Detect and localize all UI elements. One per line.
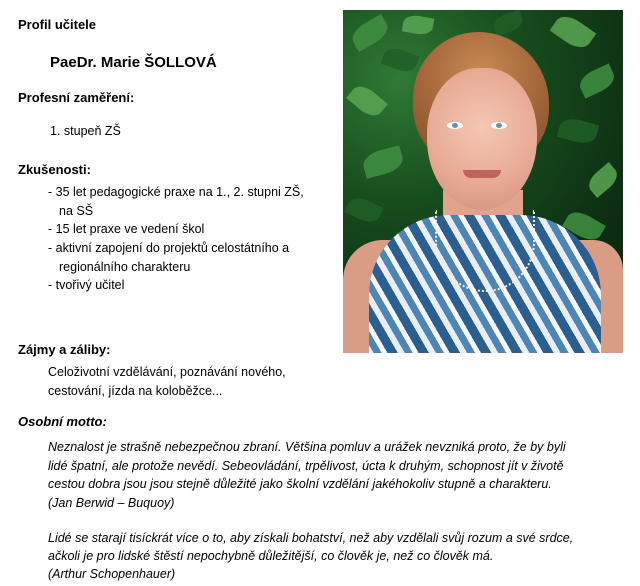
motto-heading: Osobní motto:: [18, 414, 107, 429]
interests-line: Celoživotní vzdělávání, poznávání nového,: [48, 365, 286, 379]
experience-item: - 35 let pedagogické praxe na 1., 2. stupni ZŠ,: [48, 185, 304, 199]
motto-author: (Jan Berwid – Buquoy): [48, 496, 175, 510]
focus-heading: Profesní zaměření:: [18, 90, 135, 105]
experience-item: - tvořivý učitel: [48, 278, 125, 292]
interests-heading: Zájmy a záliby:: [18, 342, 111, 357]
focus-item: 1. stupeň ZŠ: [50, 124, 121, 138]
motto-quote-line: Neznalost je strašně nebezpečnou zbraní. Většina pomluv a urážek nevzniká proto, že by byli: [48, 440, 566, 454]
interests-line: cestování, jízda na koloběžce...: [48, 384, 223, 398]
motto-quote-line: lidé špatní, ale protože nevědí. Sebeovládání, trpělivost, úcta k druhým, schopnost jít v životě: [48, 459, 564, 473]
profile-heading: Profil učitele: [18, 17, 97, 32]
motto-author: (Arthur Schopenhauer): [48, 567, 176, 581]
experience-item: na SŠ: [59, 204, 94, 218]
motto-quote-line: ačkoli je pro lidské štěstí nepochybně důležitější, co člověk je, než co člověk má.: [48, 549, 494, 563]
motto-quote-line: cestou dobra jsou jsou stejně důležité jako školní vzdělání jakéhokoliv stupně a charakteru.: [48, 477, 552, 491]
experience-heading: Zkušenosti:: [18, 162, 91, 177]
experience-item: - 15 let praxe ve vedení škol: [48, 222, 205, 236]
experience-item: - aktivní zapojení do projektů celostátního a: [48, 241, 290, 255]
experience-item: regionálního charakteru: [59, 260, 191, 274]
motto-quote-line: Lidé se starají tisíckrát více o to, aby získali bohatství, než aby vzdělali svůj rozum a své srdce,: [48, 531, 574, 545]
portrait-photo: [343, 10, 623, 353]
teacher-name: PaeDr. Marie ŠOLLOVÁ: [50, 54, 217, 71]
